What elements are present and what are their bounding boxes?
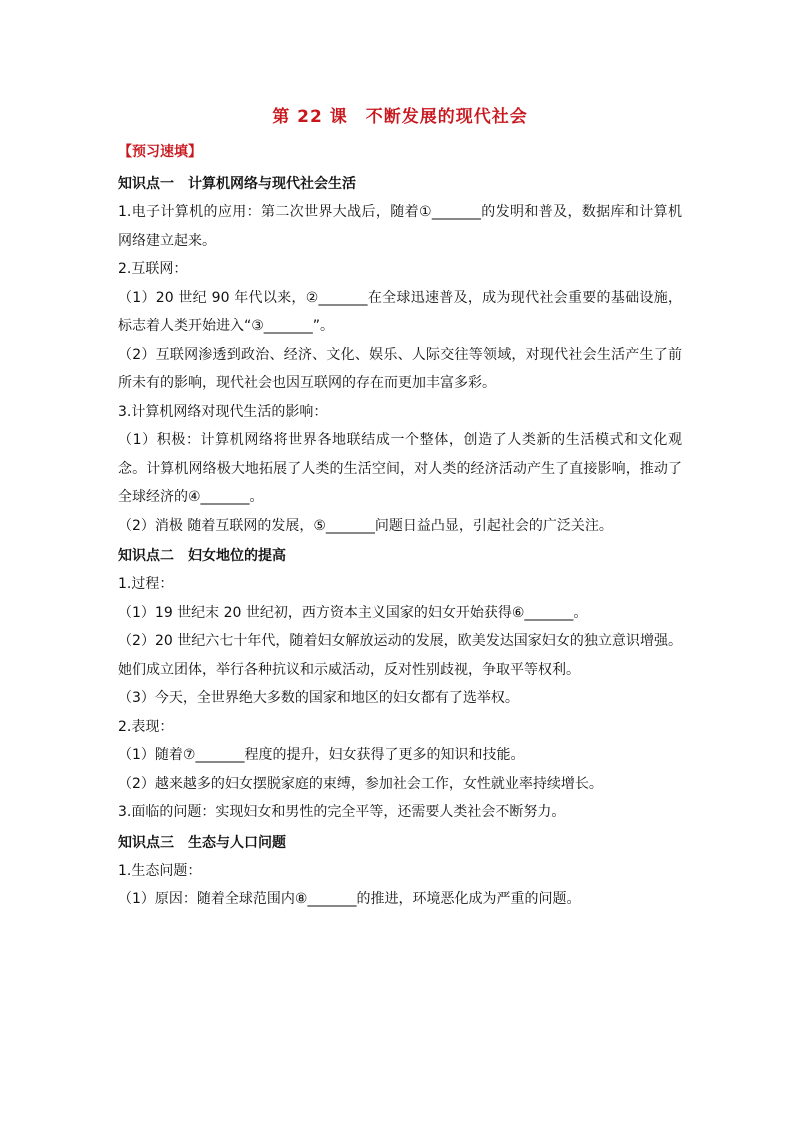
kp2-item: （2）越来越多的妇女摆脱家庭的束缚，参加社会工作，女性就业率持续增长。 [118, 775, 603, 792]
kp2-item: （1）随着⑦_______程度的提升，妇女获得了更多的知识和技能。 [118, 747, 525, 763]
kp2-item: 1.过程： [118, 576, 174, 592]
knowledge-point-3-heading: 知识点三 生态与人口问题 [118, 834, 286, 851]
kp1-item: 3.计算机网络对现代生活的影响： [118, 403, 328, 420]
kp3-item: 1.生态问题： [118, 862, 202, 879]
kp2-item: 2.表现： [118, 718, 174, 735]
kp1-item: （2）互联网渗透到政治、经济、文化、娱乐、人际交往等领域，对现代社会生活产生了前所未有的影响，现代社会也因互联网的存在而更加丰富多彩。 [118, 346, 682, 391]
kp1-item: （2）消极 随着互联网的发展，⑤_______问题日益凸显，引起社会的广泛关注。 [118, 517, 613, 534]
kp2-item: （3）今天，全世界绝大多数的国家和地区的妇女都有了选举权。 [118, 690, 519, 706]
kp1-item: （1）积极：计算机网络将世界各地联结成一个整体，创造了人类新的生活模式和文化观念。计算机网络极大地拓展了人类的生活空间，对人类的经济活动产生了直接影响，推动了全球经济的④_______。 [118, 432, 682, 505]
section-tag: 【预习速填】 [118, 144, 202, 160]
document-page [118, 100, 682, 914]
kp2-item: （1）19 世纪末 20 世纪初，西方资本主义国家的妇女开始获得⑥_______。 [118, 604, 588, 621]
kp1-item: 2.互联网： [118, 261, 188, 277]
knowledge-point-2-heading: 知识点二 妇女地位的提高 [118, 548, 286, 564]
kp2-item: 3.面临的问题：实现妇女和男性的完全平等，还需要人类社会不断努力。 [118, 804, 566, 820]
knowledge-point-1-heading: 知识点一 计算机网络与现代社会生活 [118, 176, 356, 192]
kp1-item: （1）20 世纪 90 年代以来，②_______在全球迅速普及，成为现代社会重要的基础设施，标志着人类开始进入“③_______”。 [118, 289, 682, 334]
kp1-item: 1.电子计算机的应用：第二次世界大战后，随着①_______的发明和普及，数据库和计算机网络建立起来。 [118, 204, 682, 249]
lesson-title: 第 22 课 不断发展的现代社会 [272, 107, 528, 127]
kp3-item: （1）原因：随着全球范围内⑧_______的推进，环境恶化成为严重的问题。 [118, 891, 581, 907]
kp2-item: （2）20 世纪六七十年代，随着妇女解放运动的发展，欧美发达国家妇女的独立意识增强。她们成立团体，举行各种抗议和示威活动，反对性别歧视，争取平等权利。 [118, 633, 682, 678]
